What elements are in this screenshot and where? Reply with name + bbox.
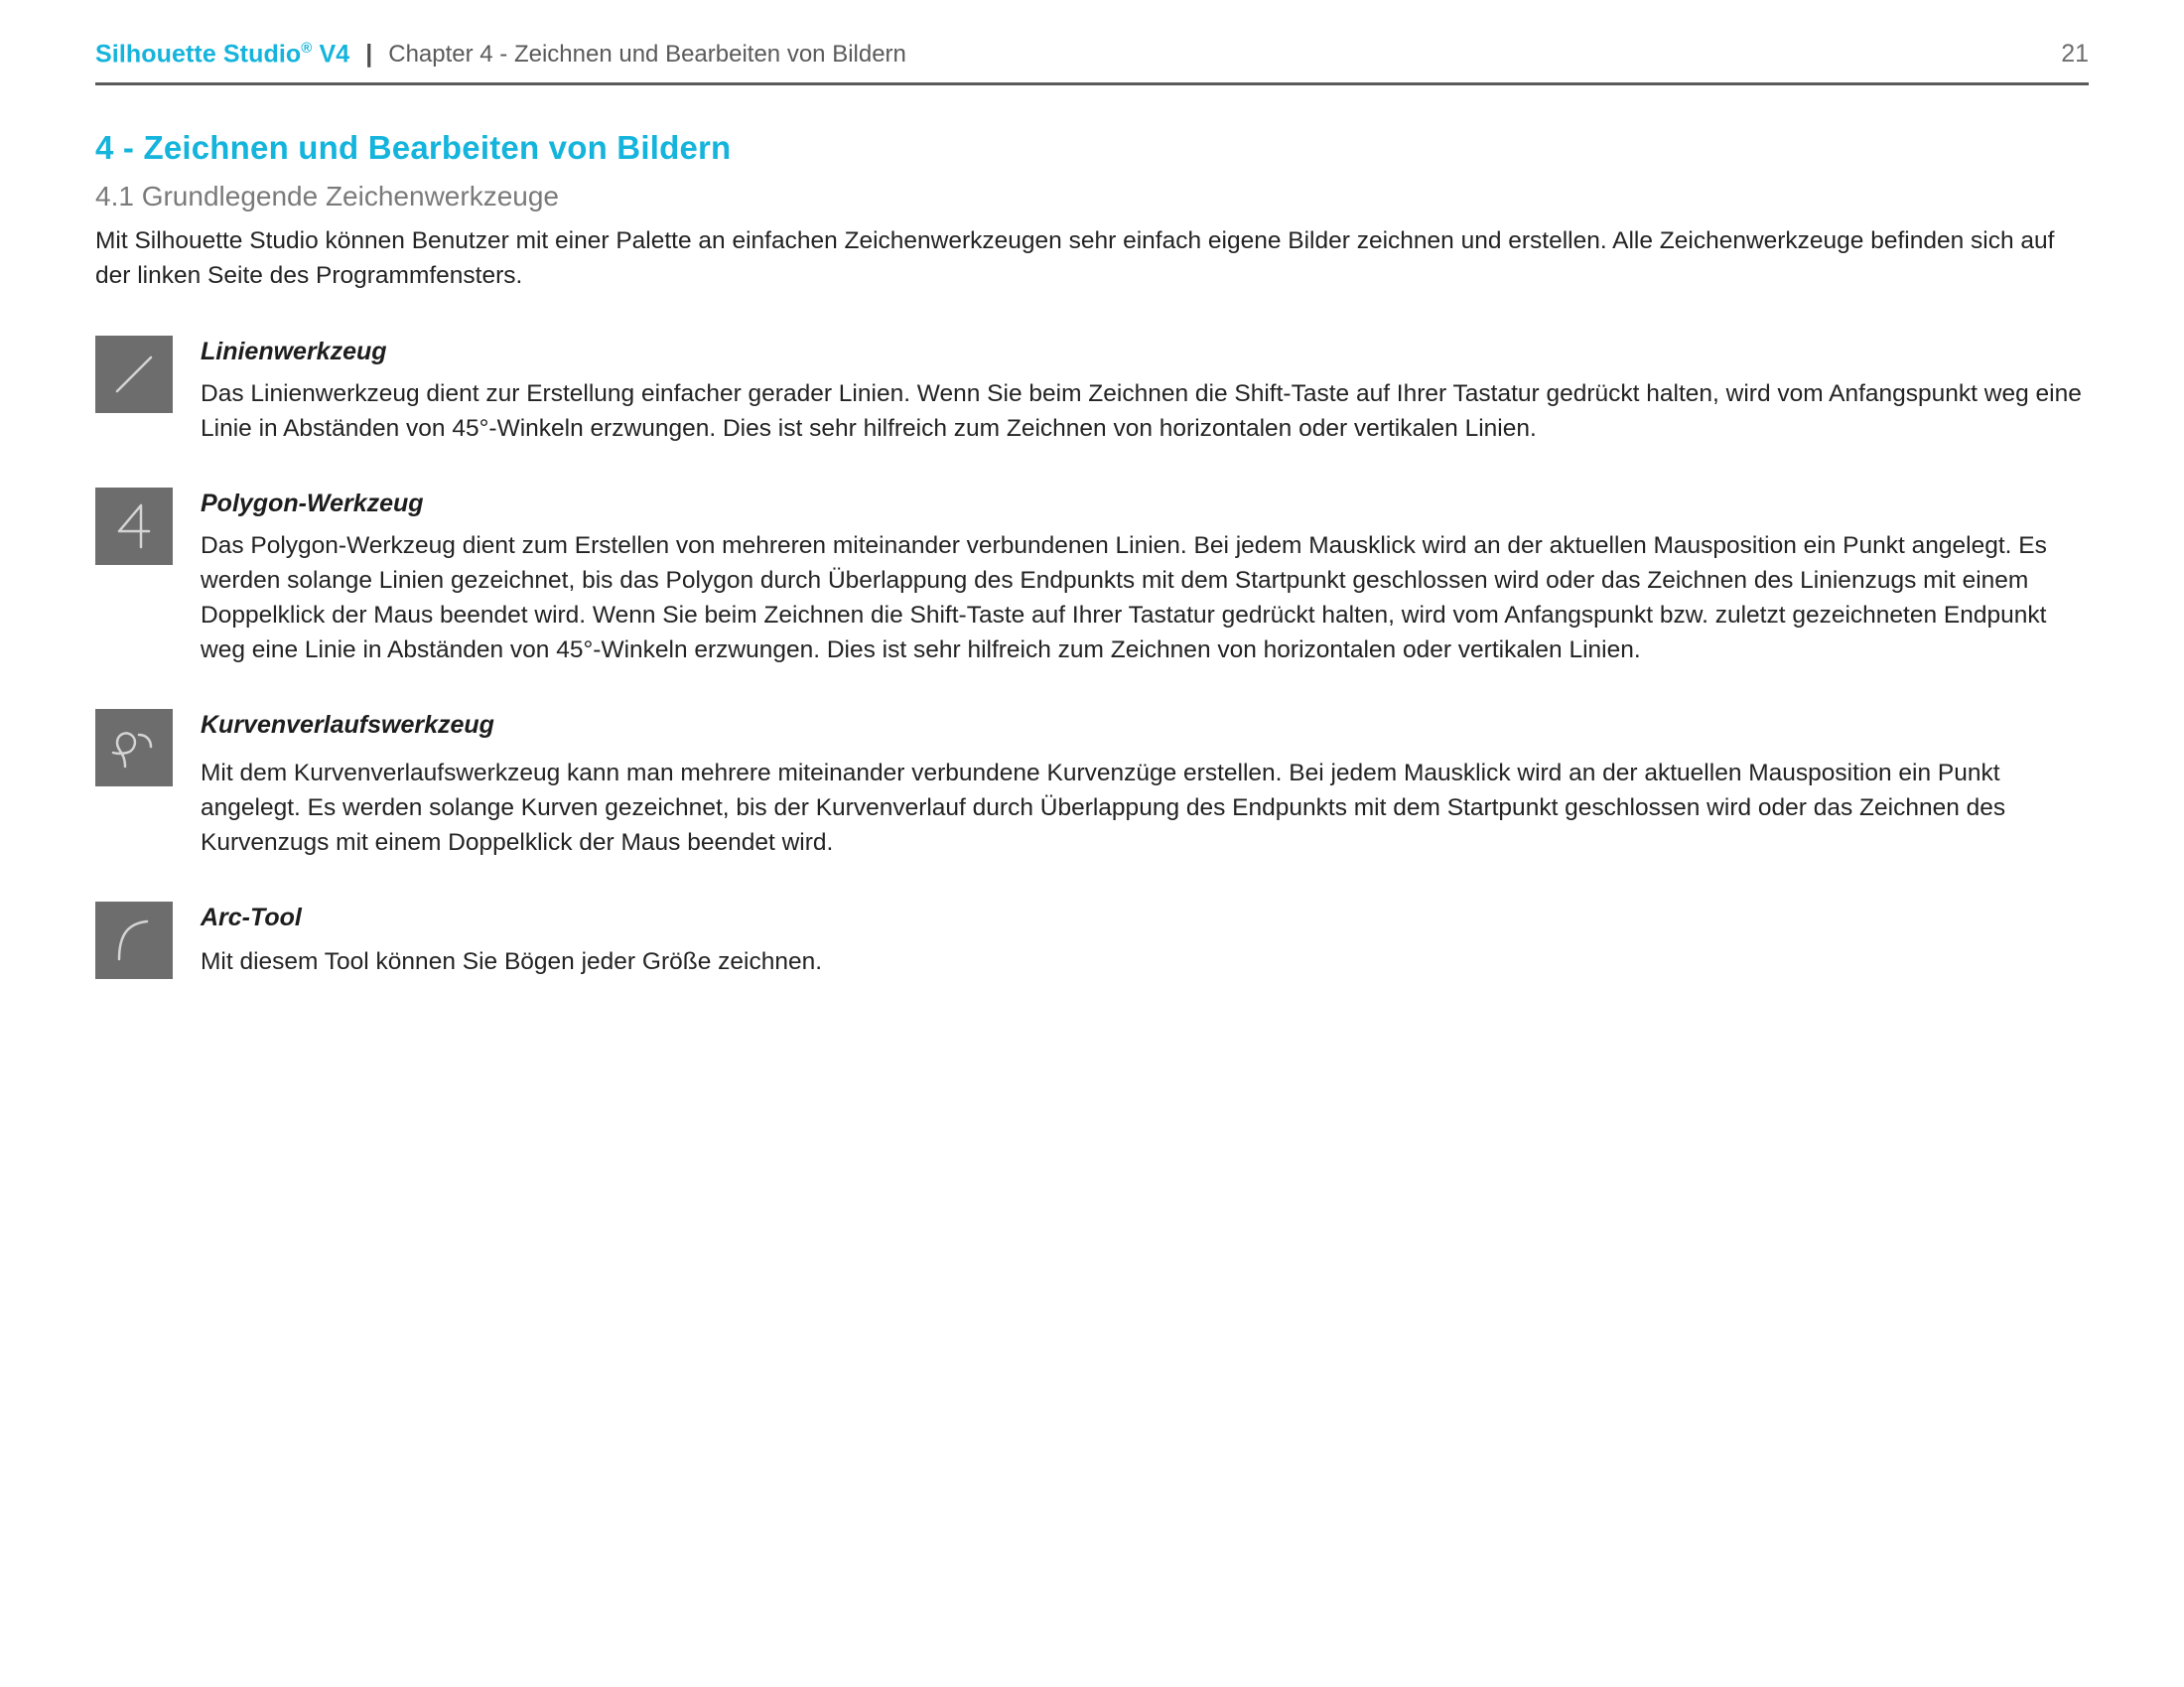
tool-name-polygon: Polygon-Werkzeug xyxy=(201,489,424,517)
tool-text-polygon xyxy=(201,488,2089,667)
polygon-tool-icon xyxy=(95,488,173,565)
header-chapter-label: Chapter 4 - Zeichnen und Bearbeiten von Bildern xyxy=(388,41,906,69)
tool-description-polygon: Das Polygon-Werkzeug dient zum Erstellen von mehreren miteinander verbundenen Linien. Bei jedem Mausklick wird an der aktuellen Mausposition ein Punkt angelegt. Es werden solange Linien gezeichnet, bis das Polygon durch Überlappung des Endpunkts mit dem Startpunkt geschlossen wird oder das Zeichnen des Linienzugs mit einem Doppelklick der Maus beendet wird. Wenn Sie beim Zeichnen die Shift-Taste auf Ihrer Tastatur gedrückt halten, wird vom Anfangspunkt bzw. zuletzt gezeichneten Endpunkt weg eine Linie in Abständen von 45°-Winkeln erzwungen. Dies ist sehr hilfreich zum Zeichnen von horizontalen oder vertikalen Linien. xyxy=(201,531,2047,664)
curve-tool-icon xyxy=(95,709,173,786)
tool-entry-arc xyxy=(95,902,2089,979)
tool-entry-polygon xyxy=(95,488,2089,667)
header-separator: | xyxy=(365,40,373,69)
tool-text-line xyxy=(201,336,2089,446)
arc-tool-icon xyxy=(95,902,173,979)
tool-name-curve: Kurvenverlaufswerkzeug xyxy=(201,711,494,740)
tool-entry-curve xyxy=(95,709,2089,860)
tool-name-line: Linienwerkzeug xyxy=(201,337,387,365)
tool-name-arc: Arc-Tool xyxy=(201,904,302,932)
brand-name: Silhouette Studio xyxy=(95,40,302,69)
tool-text-curve xyxy=(201,709,2089,860)
brand-title xyxy=(95,40,349,69)
brand-registered-mark: ® xyxy=(301,40,313,57)
tool-entry-line xyxy=(95,336,2089,446)
section-title: 4.1 Grundlegende Zeichenwerkzeuge xyxy=(95,181,559,212)
tool-description-arc: Mit diesem Tool können Sie Bögen jeder Größe zeichnen. xyxy=(201,948,823,976)
tool-text-arc xyxy=(201,902,2089,979)
page-number: 21 xyxy=(2061,40,2089,69)
line-tool-icon xyxy=(95,336,173,413)
tool-description-curve: Mit dem Kurvenverlaufswerkzeug kann man mehrere miteinander verbundene Kurvenzüge erstellen. Bei jedem Mausklick wird an der aktuellen Mausposition ein Punkt angelegt. Es werden solange Kurven gezeichnet, bis der Kurvenverlauf durch Überlappung des Endpunkts mit dem Startpunkt geschlossen wird oder das Zeichnen des Kurvenzugs mit einem Doppelklick der Maus beendet wird. xyxy=(201,760,2006,857)
page-header xyxy=(95,40,2089,85)
tool-description-line: Das Linienwerkzeug dient zur Erstellung einfacher gerader Linien. Wenn Sie beim Zeichnen die Shift-Taste auf Ihrer Tastatur gedrückt halten, wird vom Anfangspunkt weg eine Linie in Abständen von 45°-Winkeln erzwungen. Dies ist sehr hilfreich zum Zeichnen von horizontalen oder vertikalen Linien. xyxy=(201,379,2082,442)
brand-version: V4 xyxy=(312,40,350,69)
intro-paragraph: Mit Silhouette Studio können Benutzer mit einer Palette an einfachen Zeichenwerkzeugen sehr einfach eigene Bilder zeichnen und erstellen. Alle Zeichenwerkzeuge befinden sich auf der linken Seite des Programmfensters. xyxy=(95,227,2055,290)
chapter-title: 4 - Zeichnen und Bearbeiten von Bildern xyxy=(95,129,732,167)
